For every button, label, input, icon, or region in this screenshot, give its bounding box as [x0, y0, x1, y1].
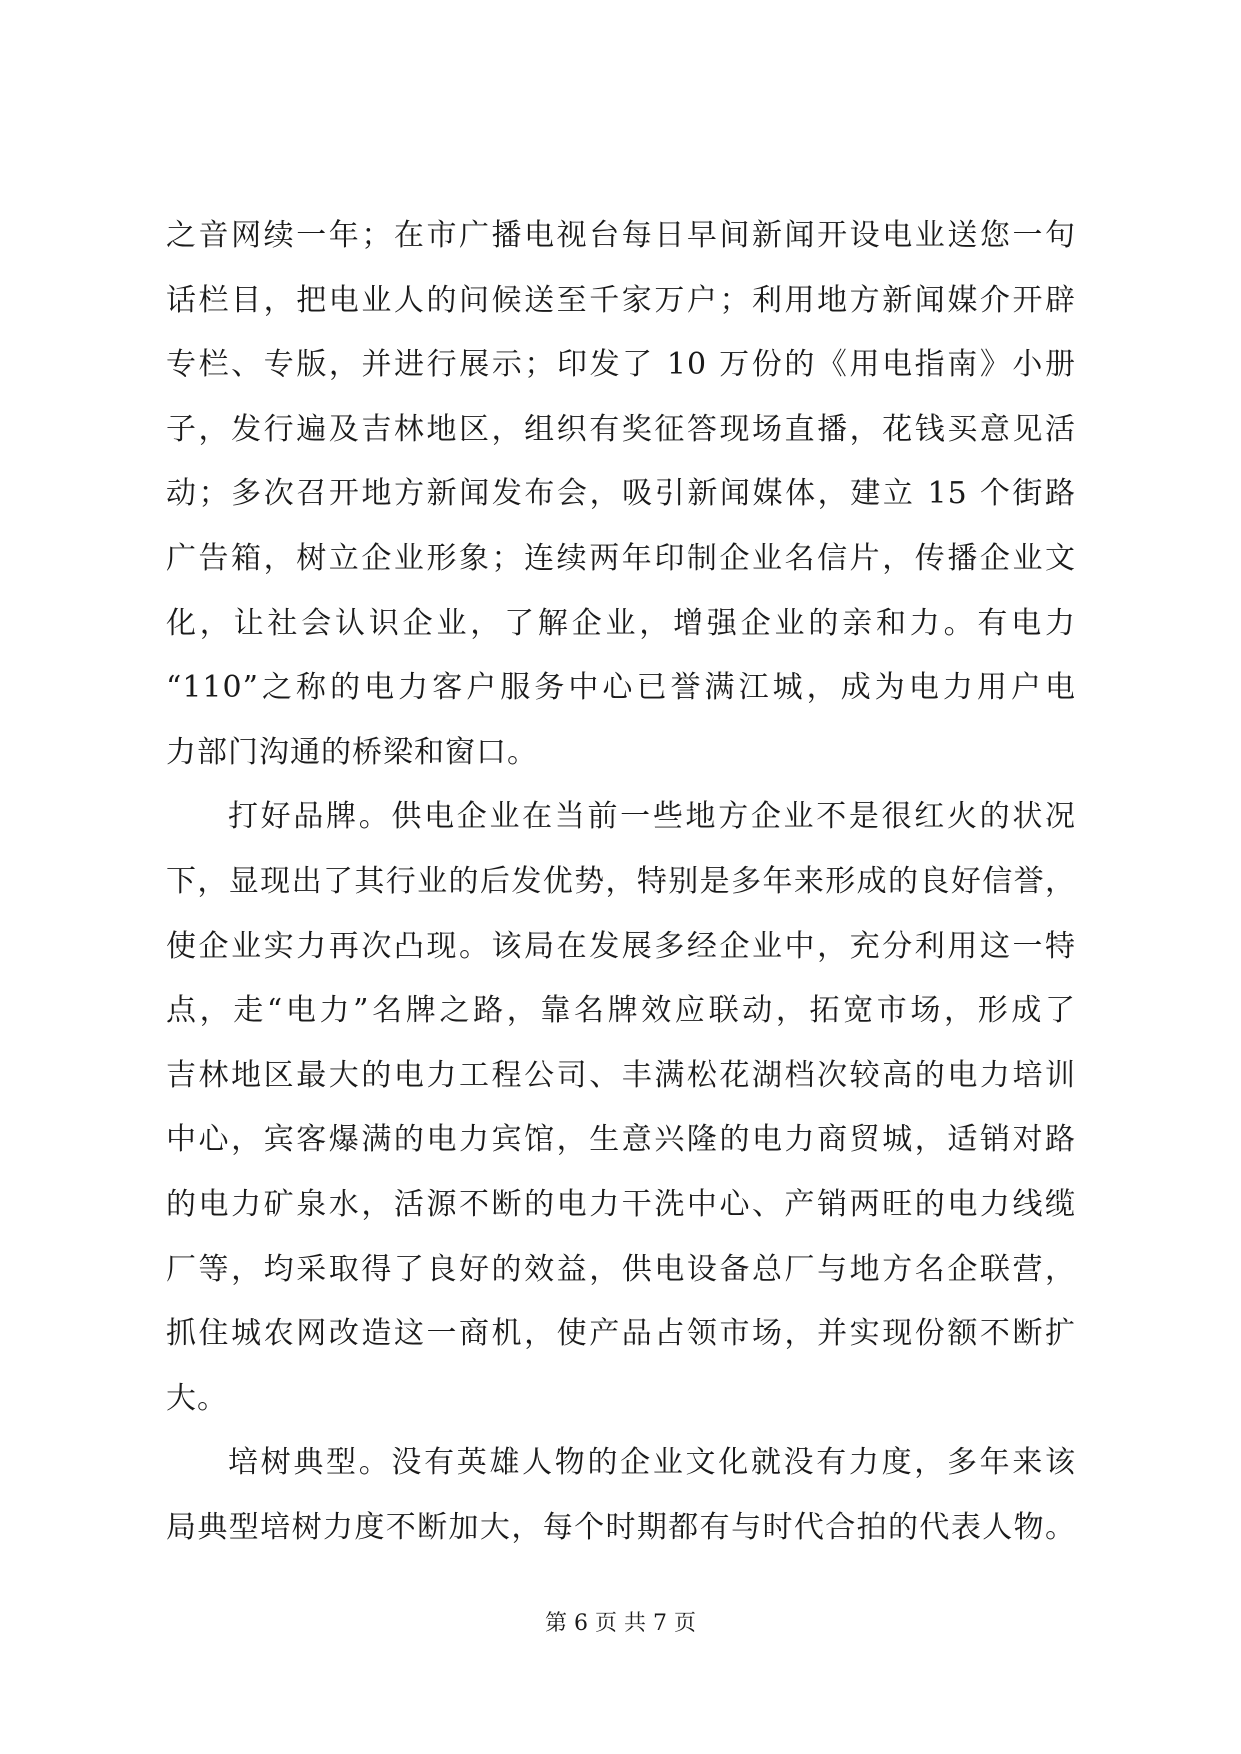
text-line: 的电力矿泉水，活源不断的电力干洗中心、产销两旺的电力线缆 [166, 1186, 1076, 1222]
text-line: 话栏目，把电业人的问候送至千家万户；利用地方新闻媒介开辟 [166, 282, 1076, 318]
text-line: 培树典型。没有英雄人物的企业文化就没有力度，多年来该 [228, 1445, 1076, 1481]
text-line: 下，显现出了其行业的后发优势，特别是多年来形成的良好信誉， [166, 863, 1076, 899]
text-line: 厂等，均采取得了良好的效益，供电设备总厂与地方名企联营， [166, 1251, 1076, 1287]
text-line: 大。 [166, 1380, 228, 1416]
text-line: 专栏、专版，并进行展示；印发了 10 万份的《用电指南》小册 [166, 347, 1076, 383]
text-line: 吉林地区最大的电力工程公司、丰满松花湖档次较高的电力培训 [166, 1057, 1076, 1093]
text-line: 点，走“电力”名牌之路，靠名牌效应联动，拓宽市场，形成了 [166, 993, 1076, 1029]
text-line: 中心，宾客爆满的电力宾馆，生意兴隆的电力商贸城，适销对路 [166, 1122, 1076, 1158]
text-line: 动；多次召开地方新闻发布会，吸引新闻媒体，建立 15 个街路 [166, 476, 1076, 512]
text-line: 力部门沟通的桥梁和窗口。 [166, 734, 538, 770]
page-number-footer: 第 6 页 共 7 页 [545, 1611, 696, 1636]
text-line: 化，让社会认识企业，了解企业，增强企业的亲和力。有电力 [166, 605, 1076, 641]
text-line: 广告箱，树立企业形象；连续两年印制企业名信片，传播企业文 [166, 540, 1076, 576]
text-line: “110”之称的电力客户服务中心已誉满江城，成为电力用户电 [166, 670, 1076, 706]
document-body [166, 204, 1076, 1560]
text-line: 抓住城农网改造这一商机，使产品占领市场，并实现份额不断扩 [166, 1316, 1076, 1352]
text-line: 局典型培树力度不断加大，每个时期都有与时代合拍的代表人物。 [166, 1509, 1076, 1545]
text-line: 之音网续一年；在市广播电视台每日早间新闻开设电业送您一句 [166, 218, 1076, 253]
text-line: 子，发行遍及吉林地区，组织有奖征答现场直播，花钱买意见活 [166, 411, 1076, 447]
text-line: 打好品牌。供电企业在当前一些地方企业不是很红火的状况 [228, 799, 1076, 835]
text-line: 使企业实力再次凸现。该局在发展多经企业中，充分利用这一特 [166, 928, 1076, 964]
